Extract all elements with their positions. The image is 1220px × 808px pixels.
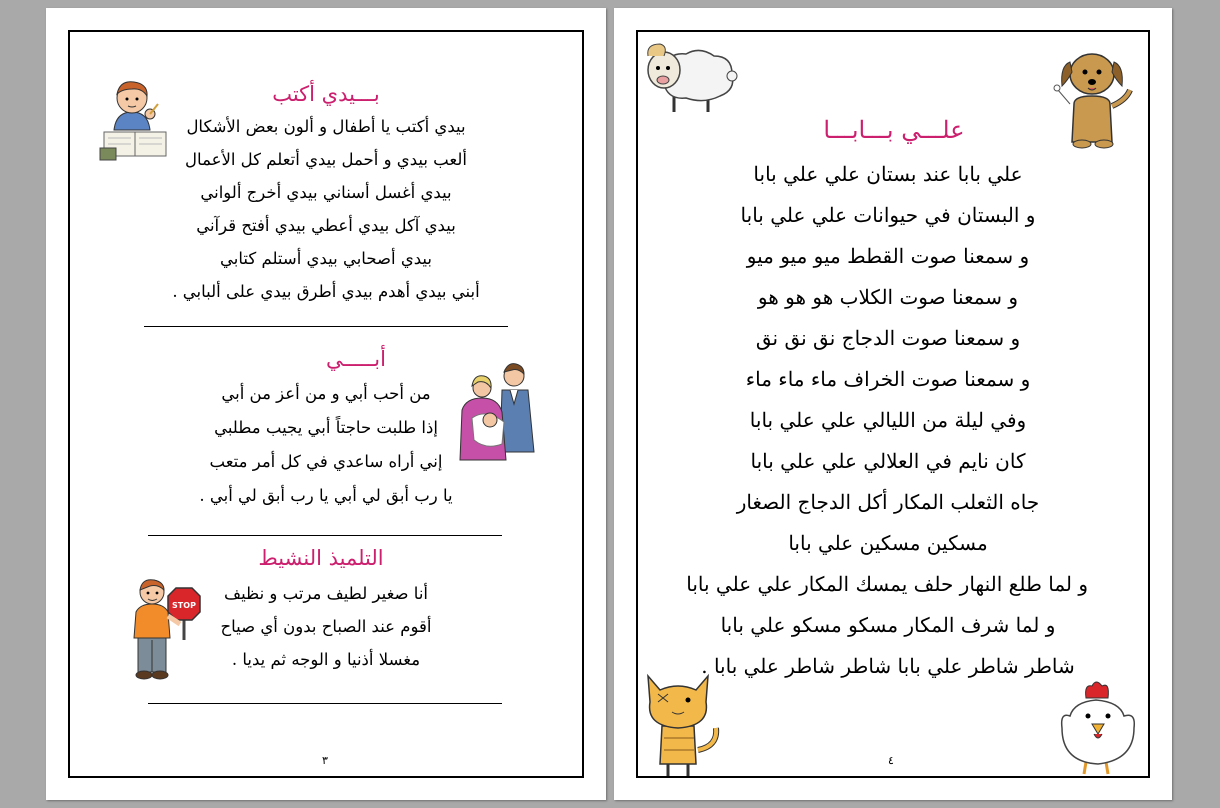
poem-line: إني أراه ساعدي في كل أمر متعب (209, 452, 443, 471)
poem-line: بيدي أكتب يا أطفال و ألون بعض الأشكال (186, 117, 466, 136)
stop-sign-text: STOP (172, 601, 196, 610)
poem-line: بيدي آكل بيدي أعطي بيدي أفتح قرآني (196, 216, 456, 235)
poem-line: أقوم عند الصباح بدون أي صياح (220, 617, 432, 636)
page-number: ٣ (322, 754, 328, 767)
divider-line (148, 535, 502, 536)
poem-line: مسكين مسكين علي بابا (788, 531, 988, 555)
poem-title-my-father: أبـــــي (326, 347, 386, 371)
page-3 (46, 8, 606, 800)
boy-writing-icon (98, 74, 170, 164)
poem-line: من أحب أبي و من أعز من أبي (221, 384, 431, 403)
poem-line: أنا صغير لطيف مرتب و نظيف (224, 584, 428, 603)
poem-title-my-hand: بـــيدي أكتب (272, 82, 380, 106)
poem-line: بيدي أصحابي بيدي أستلم كتابي (220, 249, 432, 268)
poem-title-ali-baba: علـــي بـــابـــا (823, 116, 965, 144)
page-4 (614, 8, 1172, 800)
poem-line: و البستان في حيوانات علي علي بابا (740, 203, 1036, 227)
dog-icon (1052, 50, 1136, 150)
cat-icon (638, 668, 722, 778)
poem-line: جاه الثعلب المكار أكل الدجاج الصغار (736, 490, 1040, 514)
poem-line: ألعب بيدي و أحمل بيدي أتعلم كل الأعمال (185, 150, 467, 169)
boy-with-stop-sign-icon (130, 574, 204, 684)
poem-line: مغسلا أذنيا و الوجه ثم يديا . (231, 650, 421, 669)
poem-line: علي بابا عند بستان علي علي بابا (753, 162, 1023, 186)
family-with-baby-icon (456, 360, 542, 464)
poem-line: و لما شرف المكار مسكو مسكو علي بابا (720, 613, 1056, 637)
page-number: ٤ (888, 754, 894, 767)
poem-line: شاطر شاطر علي بابا شاطر شاطر علي بابا . (701, 654, 1075, 678)
poem-line: و سمعنا صوت القطط ميو ميو ميو (746, 244, 1030, 268)
chicken-icon (1056, 676, 1140, 778)
poem-line: و لما طلع النهار حلف يمسك المكار علي علي بابا (686, 572, 1088, 596)
poem-line: و سمعنا صوت الدجاج نق نق نق (755, 326, 1021, 350)
poem-line: كان نايم في العلالي علي علي بابا (750, 449, 1026, 473)
poem-line: بيدي أغسل أسناني بيدي أخرج ألواني (200, 183, 452, 202)
divider-line (144, 326, 508, 327)
poem-line: و سمعنا صوت الكلاب هو هو هو (757, 285, 1019, 309)
divider-line (148, 703, 502, 704)
sheep-icon (638, 34, 740, 116)
poem-line: يا رب أبق لي أبي يا رب أبق لي أبي . (199, 486, 453, 505)
poem-line: أبني بيدي أهدم بيدي أطرق بيدي على ألبابي . (172, 282, 480, 301)
poem-line: إذا طلبت حاجتاً أبي يجيب مطلبي (214, 418, 438, 437)
poem-line: وفي ليلة من الليالي علي علي بابا (749, 408, 1027, 432)
poem-line: و سمعنا صوت الخراف ماء ماء ماء (745, 367, 1031, 391)
poem-title-active-student: التلميذ النشيط (258, 546, 384, 570)
